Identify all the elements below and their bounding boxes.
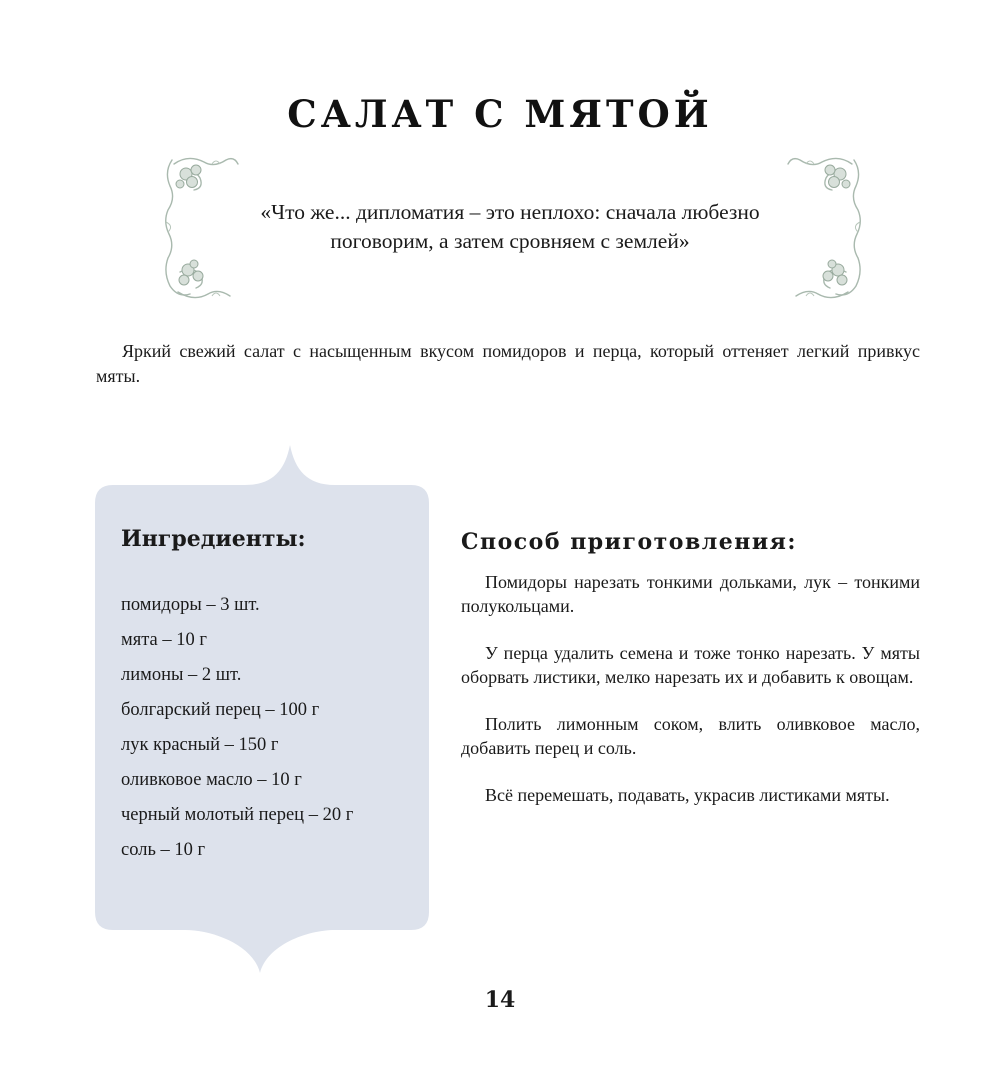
ingredient-item: соль – 10 г xyxy=(121,840,206,860)
ingredient-item: лимоны – 2 шт. xyxy=(121,665,242,685)
ingredient-item: лук красный – 150 г xyxy=(121,735,279,755)
epigraph-line-2: поговорим, а затем сровняем с землей» xyxy=(330,229,690,253)
page-number: 14 xyxy=(484,987,516,1013)
epigraph-line-1: «Что же... дипломатия – это неплохо: сначала любезно xyxy=(260,200,760,224)
ingredients-heading: Ингредиенты: xyxy=(121,526,306,552)
recipe-title: САЛАТ С МЯТОЙ xyxy=(287,92,713,136)
ingredient-item: болгарский перец – 100 г xyxy=(121,700,320,720)
method-step: Полить лимонным соком, влить оливковое масло, добавить перец и соль. xyxy=(461,714,920,758)
ingredient-item: помидоры – 3 шт. xyxy=(121,595,260,615)
ingredient-item: оливковое масло – 10 г xyxy=(121,770,302,790)
method-step: Помидоры нарезать тонкими дольками, лук – тонкими полукольцами. xyxy=(461,572,920,616)
ingredients-list xyxy=(121,588,353,868)
method-step: У перца удалить семена и тоже тонко нарезать. У мяты оборвать листики, мелко нарезать их и добавить к овощам. xyxy=(461,643,920,687)
recipe-intro: Яркий свежий салат с насыщенным вкусом помидоров и перца, который оттеняет легкий привкус мяты. xyxy=(96,341,920,386)
ingredient-item: черный молотый перец – 20 г xyxy=(121,805,354,825)
epigraph-quote xyxy=(200,198,820,256)
ingredient-item: мята – 10 г xyxy=(121,630,207,650)
method-heading: Способ приготовления: xyxy=(461,529,798,555)
method-step: Всё перемешать, подавать, украсив листиками мяты. xyxy=(485,785,890,805)
method-steps xyxy=(461,570,920,830)
